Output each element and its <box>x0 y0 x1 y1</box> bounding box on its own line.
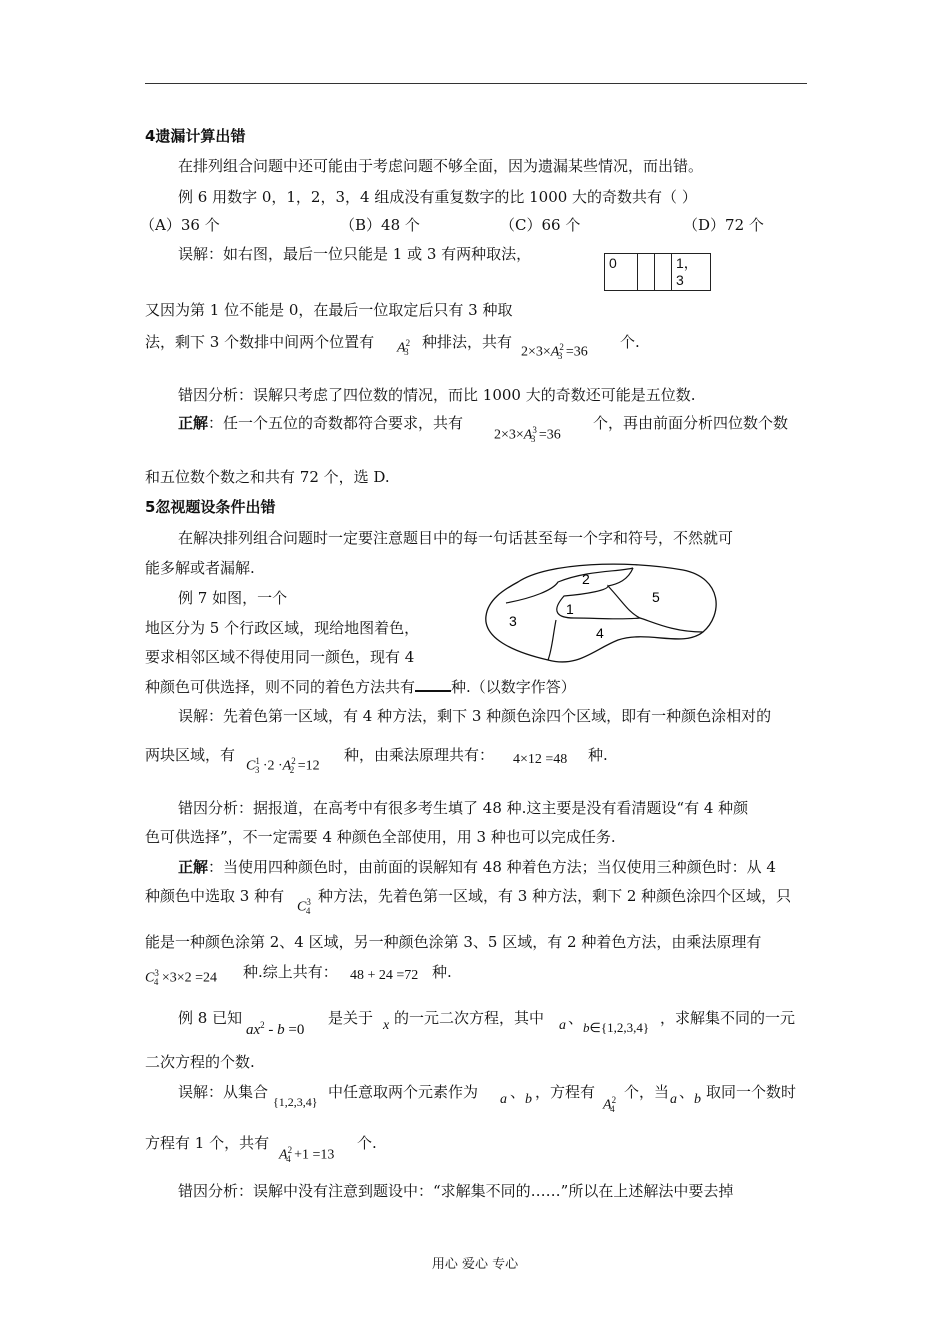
example-8-line: 例 8 已知 <box>178 1009 243 1027</box>
error-analysis: 错因分析：据报道，在高考中有很多考生填了 48 种.这主要是没有看清题设“有 4 种颜 <box>178 799 749 817</box>
option-d: （D）72 个 <box>683 216 764 234</box>
error-analysis: 错因分析：误解中没有注意到题设中：“求解集不同的……”所以在上述解法中要去掉 <box>178 1182 734 1200</box>
map-border <box>640 618 703 632</box>
region-label: 5 <box>652 589 660 605</box>
math-formula: 48 + 24 =72 <box>350 968 419 983</box>
example-8-line: 二次方程的个数. <box>145 1053 255 1071</box>
wrong-solution-line: 个. <box>357 1134 377 1152</box>
correct-solution-line: 种颜色中选取 3 种有 <box>145 887 285 905</box>
example-8-line: 是关于 <box>328 1009 374 1027</box>
math-formula: $A^2_4$ <box>603 1095 617 1115</box>
error-analysis: 错因分析：误解只考虑了四位数的情况，而比 1000 大的奇数还可能是五位数. <box>178 386 696 404</box>
math-formula: $C^1_3 \cdot 2 \cdot A^2_2 =12$ <box>246 756 320 776</box>
wrong-solution-line: 个，当 <box>624 1083 670 1101</box>
region-label: 2 <box>582 571 590 587</box>
option-c: （C）66 个 <box>500 216 581 234</box>
wrong-solution-line: 中任意取两个元素作为 <box>328 1083 479 1101</box>
wrong-solution-line: 个. <box>620 333 640 351</box>
digit-cell <box>655 254 672 291</box>
wrong-solution-line: 种，由乘法原理共有： <box>344 746 495 764</box>
header-rule <box>145 83 807 84</box>
wrong-solution-line: 取同一个数时 <box>706 1083 797 1101</box>
wrong-solution-line: 误解：如右图，最后一位只能是 1 或 3 有两种取法， <box>178 245 532 263</box>
option-a: （A）36 个 <box>140 216 220 234</box>
math-formula: $C^3_4 \times 3\times 2 =24$ <box>145 968 218 988</box>
correct-solution-line: 能是一种颜色涂第 2、4 区域，另一种颜色涂第 3、5 区域，有 2 种着色方法，由乘法原理有 <box>145 933 762 951</box>
wrong-solution-line: 方程有 1 个，共有 <box>145 1134 270 1152</box>
correct-solution-line: 种. <box>432 963 452 981</box>
correct-solution-line: 正解：任一个五位的奇数都符合要求，共有 <box>178 414 464 432</box>
math-variable: b <box>525 1092 532 1107</box>
map-border <box>548 620 556 660</box>
example-8-line: ，求解集不同的一元 <box>660 1009 796 1027</box>
section-5-title: 5忽视题设条件出错 <box>145 498 276 516</box>
math-formula: b∈{1,2,3,4} <box>583 1020 650 1035</box>
correct-solution-line: 种.综上共有： <box>243 963 338 981</box>
digit-cell: 0 <box>605 254 638 291</box>
wrong-solution-line: 种. <box>588 746 608 764</box>
math-formula: {1,2,3,4} <box>273 1095 318 1109</box>
math-variable: a <box>559 1018 566 1033</box>
paragraph: 在解决排列组合问题时一定要注意题目中的每一句话甚至每一个字和符号，不然就可 <box>178 529 734 547</box>
math-formula: 4×12 =48 <box>513 752 568 767</box>
wrong-solution-line: 、 <box>510 1083 526 1101</box>
correct-solution-line: 和五位数个数之和共有 72 个，选 D. <box>145 468 390 486</box>
math-formula: $A^2_4 +1 =13$ <box>279 1145 335 1165</box>
wrong-solution-line: 误解：先着色第一区域，有 4 种方法，剩下 3 种颜色涂四个区域，即有一种颜色涂相对的 <box>178 707 772 725</box>
math-formula: $2\times 3\times A^3_3 =36$ <box>494 425 561 445</box>
region-label: 3 <box>509 613 517 629</box>
wrong-solution-line: 误解：从集合 <box>178 1083 269 1101</box>
wrong-solution-line: 、 <box>679 1083 695 1101</box>
example-7-line: 要求相邻区域不得使用同一颜色，现有 4 <box>145 648 415 666</box>
answer-blank <box>415 676 451 692</box>
correct-solution-line: 种方法，先着色第一区域，有 3 种方法，剩下 2 种颜色涂四个区域，只 <box>318 887 792 905</box>
wrong-solution-line: 种排法，共有 <box>422 333 513 351</box>
option-b: （B）48 个 <box>340 216 420 234</box>
math-formula: $A^2_3$ <box>397 338 411 358</box>
wrong-solution-line: 两块区域，有 <box>145 746 236 764</box>
wrong-solution-line: 法，剩下 3 个数排中间两个位置有 <box>145 333 375 351</box>
example-7-line: 例 7 如图，一个 <box>178 589 288 607</box>
example-7-line: 地区分为 5 个行政区域，现给地图着色， <box>145 619 420 637</box>
math-variable: a <box>500 1092 507 1107</box>
map-border <box>506 568 633 603</box>
digit-cell <box>638 254 655 291</box>
digit-box-diagram <box>604 253 711 291</box>
wrong-solution-line: 又因为第 1 位不能是 0，在最后一位取定后只有 3 种取 <box>145 301 513 319</box>
region-label: 4 <box>596 625 604 641</box>
region-label: 1 <box>566 601 574 617</box>
error-analysis: 色可供选择”，不一定需要 4 种颜色全部使用，用 3 种也可以完成任务. <box>145 828 616 846</box>
math-formula: $2\times 3\times A^2_3 =36$ <box>521 342 588 362</box>
paragraph: 在排列组合问题中还可能由于考虑问题不够全面，因为遗漏某些情况，而出错。 <box>178 157 704 175</box>
page-footer: 用心 爱心 专心 <box>431 1257 519 1272</box>
digit-cell: 1， 3 <box>672 254 711 291</box>
correct-solution-line: 个，再由前面分析四位数个数 <box>593 414 789 432</box>
map-outline <box>486 564 716 662</box>
example-8-line: 、 <box>568 1009 584 1027</box>
region-map-diagram <box>478 560 723 672</box>
example-7-line: 种颜色可供选择，则不同的着色方法共有 种.（以数字作答） <box>145 678 576 696</box>
example-6: 例 6 用数字 0，1，2，3，4 组成没有重复数字的比 1000 大的奇数共有（ ） <box>178 188 697 206</box>
math-variable: b <box>694 1092 701 1107</box>
section-4-title: 4遗漏计算出错 <box>145 127 246 145</box>
math-variable: x <box>383 1018 390 1033</box>
example-8-line: 的一元二次方程，其中 <box>394 1009 545 1027</box>
math-variable: a <box>670 1092 677 1107</box>
correct-solution-line: 正解：当使用四种颜色时，由前面的误解知有 48 种着色方法；当仅使用三种颜色时：从 4 <box>178 858 776 876</box>
paragraph: 能多解或者漏解. <box>145 559 255 577</box>
math-formula: $ax^2 - b =0$ <box>246 1020 305 1038</box>
wrong-solution-line: ，方程有 <box>535 1083 596 1101</box>
math-formula: $C^3_4$ <box>297 897 311 917</box>
